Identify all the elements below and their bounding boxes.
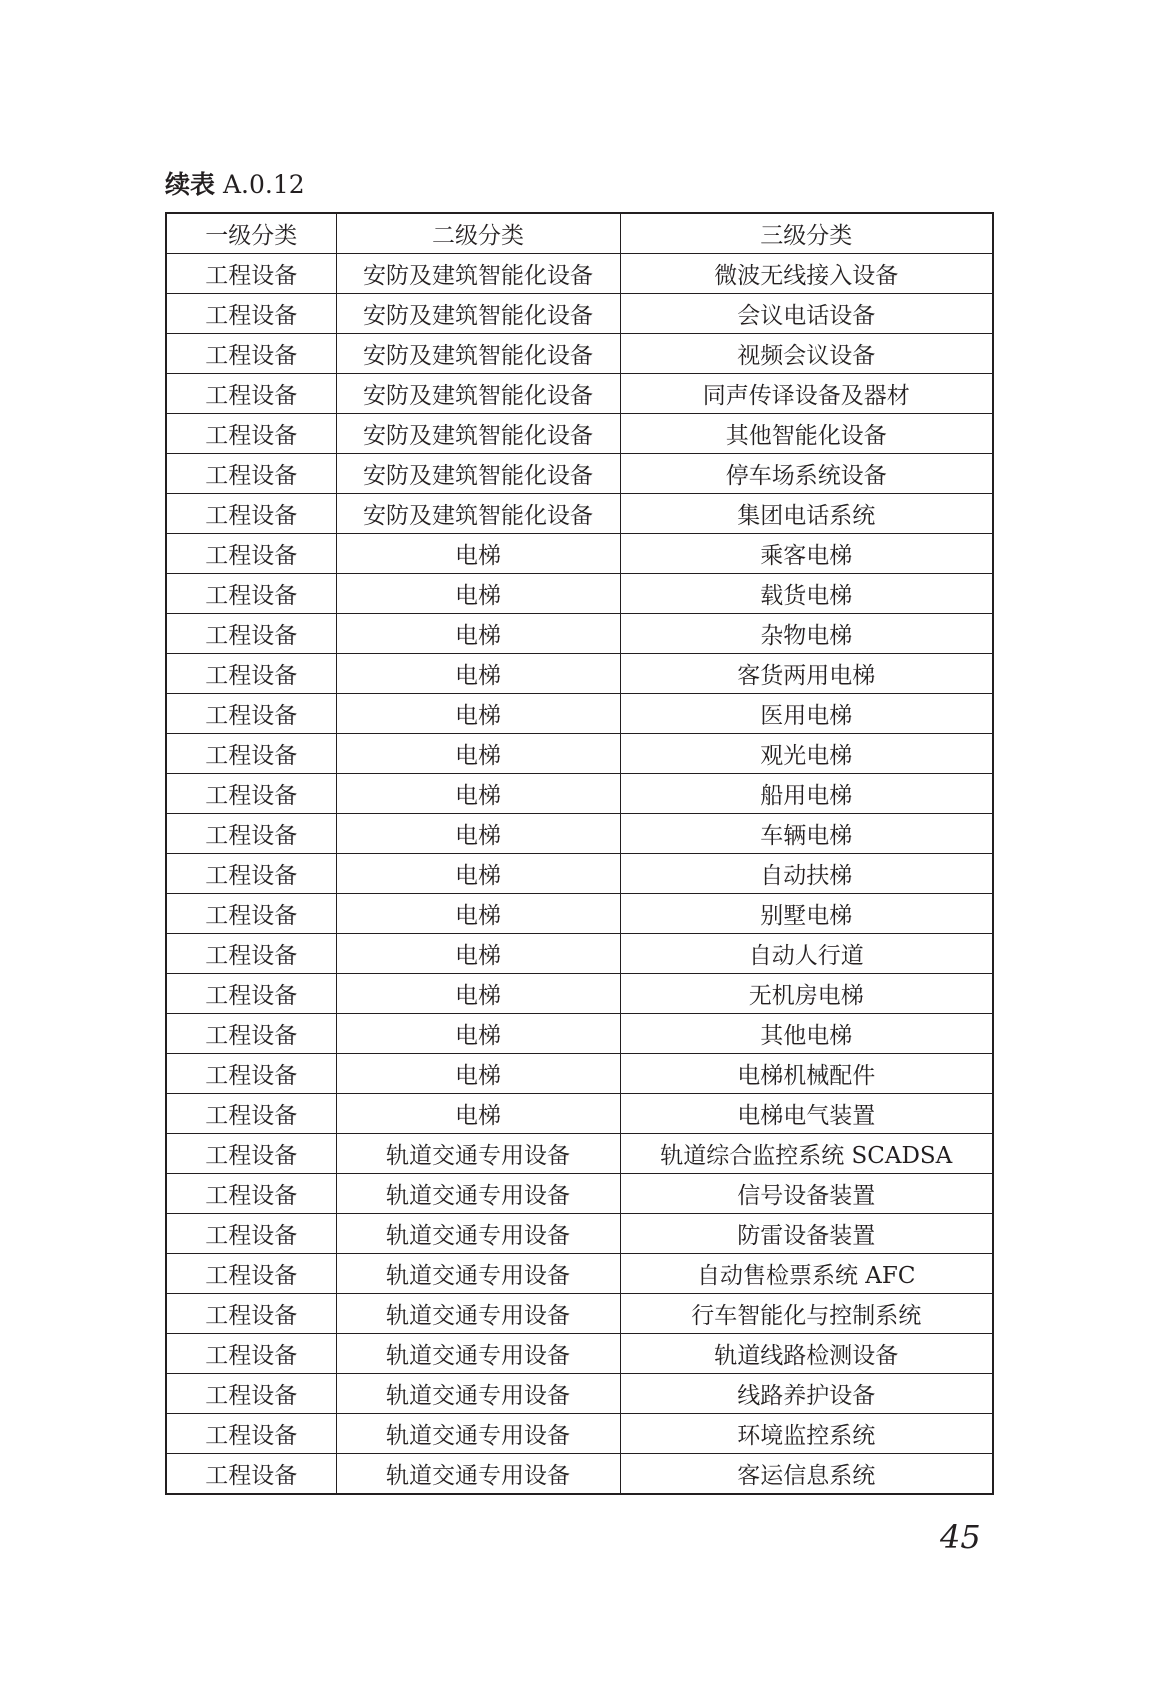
table-row <box>166 574 993 614</box>
cell-level-1: 工程设备 <box>166 374 336 414</box>
cell-level-1: 工程设备 <box>166 654 336 694</box>
table-row <box>166 1174 993 1214</box>
table-header-row <box>166 213 993 254</box>
cell-level-1: 工程设备 <box>166 934 336 974</box>
cell-level-1: 工程设备 <box>166 614 336 654</box>
cell-level-2: 轨道交通专用设备 <box>336 1134 620 1174</box>
cell-level-3: 微波无线接入设备 <box>620 254 993 294</box>
table-row <box>166 1054 993 1094</box>
cell-level-2: 电梯 <box>336 654 620 694</box>
table-row <box>166 894 993 934</box>
cell-level-2: 电梯 <box>336 694 620 734</box>
table-row <box>166 1454 993 1495</box>
cell-level-3: 载货电梯 <box>620 574 993 614</box>
header-level-1: 一级分类 <box>166 213 336 254</box>
cell-level-1: 工程设备 <box>166 734 336 774</box>
cell-level-1: 工程设备 <box>166 1334 336 1374</box>
cell-level-1: 工程设备 <box>166 574 336 614</box>
cell-level-3: 自动人行道 <box>620 934 993 974</box>
table-row <box>166 254 993 294</box>
cell-level-3: 无机房电梯 <box>620 974 993 1014</box>
table-row <box>166 1254 993 1294</box>
cell-level-1: 工程设备 <box>166 1414 336 1454</box>
cell-level-1: 工程设备 <box>166 454 336 494</box>
page-number: 45 <box>940 1518 981 1556</box>
cell-level-1: 工程设备 <box>166 1134 336 1174</box>
cell-level-2: 电梯 <box>336 814 620 854</box>
table-row <box>166 1334 993 1374</box>
cell-level-3: 船用电梯 <box>620 774 993 814</box>
table-row <box>166 854 993 894</box>
cell-level-2: 电梯 <box>336 614 620 654</box>
cell-level-1: 工程设备 <box>166 254 336 294</box>
cell-level-2: 轨道交通专用设备 <box>336 1414 620 1454</box>
caption-number: A.0.12 <box>222 170 305 199</box>
table-row <box>166 1134 993 1174</box>
cell-level-2: 轨道交通专用设备 <box>336 1454 620 1495</box>
cell-level-2: 安防及建筑智能化设备 <box>336 494 620 534</box>
cell-level-3: 电梯电气装置 <box>620 1094 993 1134</box>
cell-level-3: 其他电梯 <box>620 1014 993 1054</box>
cell-level-3: 信号设备装置 <box>620 1174 993 1214</box>
table-row <box>166 414 993 454</box>
cell-level-1: 工程设备 <box>166 1054 336 1094</box>
cell-level-3: 观光电梯 <box>620 734 993 774</box>
table-row <box>166 454 993 494</box>
cell-level-3: 别墅电梯 <box>620 894 993 934</box>
table-body <box>166 254 993 1495</box>
table-row <box>166 654 993 694</box>
cell-level-1: 工程设备 <box>166 1374 336 1414</box>
table-row <box>166 1414 993 1454</box>
table-row <box>166 1014 993 1054</box>
cell-level-1: 工程设备 <box>166 894 336 934</box>
cell-level-2: 安防及建筑智能化设备 <box>336 254 620 294</box>
table-row <box>166 974 993 1014</box>
cell-level-1: 工程设备 <box>166 294 336 334</box>
cell-level-3: 客货两用电梯 <box>620 654 993 694</box>
cell-level-3: 停车场系统设备 <box>620 454 993 494</box>
cell-level-1: 工程设备 <box>166 1174 336 1214</box>
table-row <box>166 934 993 974</box>
cell-level-2: 电梯 <box>336 574 620 614</box>
cell-level-3: 乘客电梯 <box>620 534 993 574</box>
cell-level-2: 轨道交通专用设备 <box>336 1254 620 1294</box>
cell-level-2: 安防及建筑智能化设备 <box>336 294 620 334</box>
cell-level-2: 轨道交通专用设备 <box>336 1174 620 1214</box>
cell-level-3: 自动扶梯 <box>620 854 993 894</box>
table-row <box>166 614 993 654</box>
cell-level-2: 电梯 <box>336 534 620 574</box>
table-row <box>166 374 993 414</box>
cell-level-1: 工程设备 <box>166 1454 336 1495</box>
cell-level-3: 轨道综合监控系统 SCADSA <box>620 1134 993 1174</box>
table-row <box>166 814 993 854</box>
cell-level-1: 工程设备 <box>166 974 336 1014</box>
cell-level-3: 防雷设备装置 <box>620 1214 993 1254</box>
cell-level-2: 电梯 <box>336 934 620 974</box>
cell-level-1: 工程设备 <box>166 1094 336 1134</box>
cell-level-1: 工程设备 <box>166 774 336 814</box>
cell-level-1: 工程设备 <box>166 1014 336 1054</box>
cell-level-3: 杂物电梯 <box>620 614 993 654</box>
cell-level-1: 工程设备 <box>166 814 336 854</box>
cell-level-3: 客运信息系统 <box>620 1454 993 1495</box>
cell-level-1: 工程设备 <box>166 534 336 574</box>
cell-level-2: 电梯 <box>336 734 620 774</box>
cell-level-2: 安防及建筑智能化设备 <box>336 454 620 494</box>
table-row <box>166 774 993 814</box>
table-row <box>166 534 993 574</box>
header-level-3: 三级分类 <box>620 213 993 254</box>
cell-level-1: 工程设备 <box>166 1254 336 1294</box>
cell-level-2: 电梯 <box>336 894 620 934</box>
caption-label: 续表 <box>165 170 216 199</box>
cell-level-2: 电梯 <box>336 974 620 1014</box>
cell-level-2: 轨道交通专用设备 <box>336 1214 620 1254</box>
table-row <box>166 334 993 374</box>
cell-level-1: 工程设备 <box>166 1214 336 1254</box>
table-row <box>166 494 993 534</box>
cell-level-2: 电梯 <box>336 1014 620 1054</box>
cell-level-2: 轨道交通专用设备 <box>336 1334 620 1374</box>
header-level-2: 二级分类 <box>336 213 620 254</box>
cell-level-2: 轨道交通专用设备 <box>336 1374 620 1414</box>
cell-level-3: 线路养护设备 <box>620 1374 993 1414</box>
cell-level-2: 电梯 <box>336 1094 620 1134</box>
cell-level-3: 视频会议设备 <box>620 334 993 374</box>
table-row <box>166 1374 993 1414</box>
cell-level-1: 工程设备 <box>166 854 336 894</box>
table-row <box>166 1094 993 1134</box>
cell-level-3: 医用电梯 <box>620 694 993 734</box>
cell-level-3: 轨道线路检测设备 <box>620 1334 993 1374</box>
table-row <box>166 1294 993 1334</box>
cell-level-2: 轨道交通专用设备 <box>336 1294 620 1334</box>
table-caption <box>165 170 305 200</box>
cell-level-1: 工程设备 <box>166 1294 336 1334</box>
table-row <box>166 694 993 734</box>
cell-level-2: 安防及建筑智能化设备 <box>336 374 620 414</box>
cell-level-3: 自动售检票系统 AFC <box>620 1254 993 1294</box>
cell-level-3: 行车智能化与控制系统 <box>620 1294 993 1334</box>
cell-level-3: 环境监控系统 <box>620 1414 993 1454</box>
cell-level-3: 车辆电梯 <box>620 814 993 854</box>
cell-level-3: 会议电话设备 <box>620 294 993 334</box>
cell-level-3: 同声传译设备及器材 <box>620 374 993 414</box>
cell-level-1: 工程设备 <box>166 414 336 454</box>
cell-level-3: 集团电话系统 <box>620 494 993 534</box>
table-row <box>166 1214 993 1254</box>
table-row <box>166 734 993 774</box>
cell-level-1: 工程设备 <box>166 494 336 534</box>
table-row <box>166 294 993 334</box>
cell-level-2: 电梯 <box>336 774 620 814</box>
cell-level-1: 工程设备 <box>166 694 336 734</box>
cell-level-3: 电梯机械配件 <box>620 1054 993 1094</box>
cell-level-3: 其他智能化设备 <box>620 414 993 454</box>
cell-level-1: 工程设备 <box>166 334 336 374</box>
cell-level-2: 安防及建筑智能化设备 <box>336 334 620 374</box>
cell-level-2: 安防及建筑智能化设备 <box>336 414 620 454</box>
cell-level-2: 电梯 <box>336 854 620 894</box>
classification-table <box>165 212 994 1495</box>
cell-level-2: 电梯 <box>336 1054 620 1094</box>
